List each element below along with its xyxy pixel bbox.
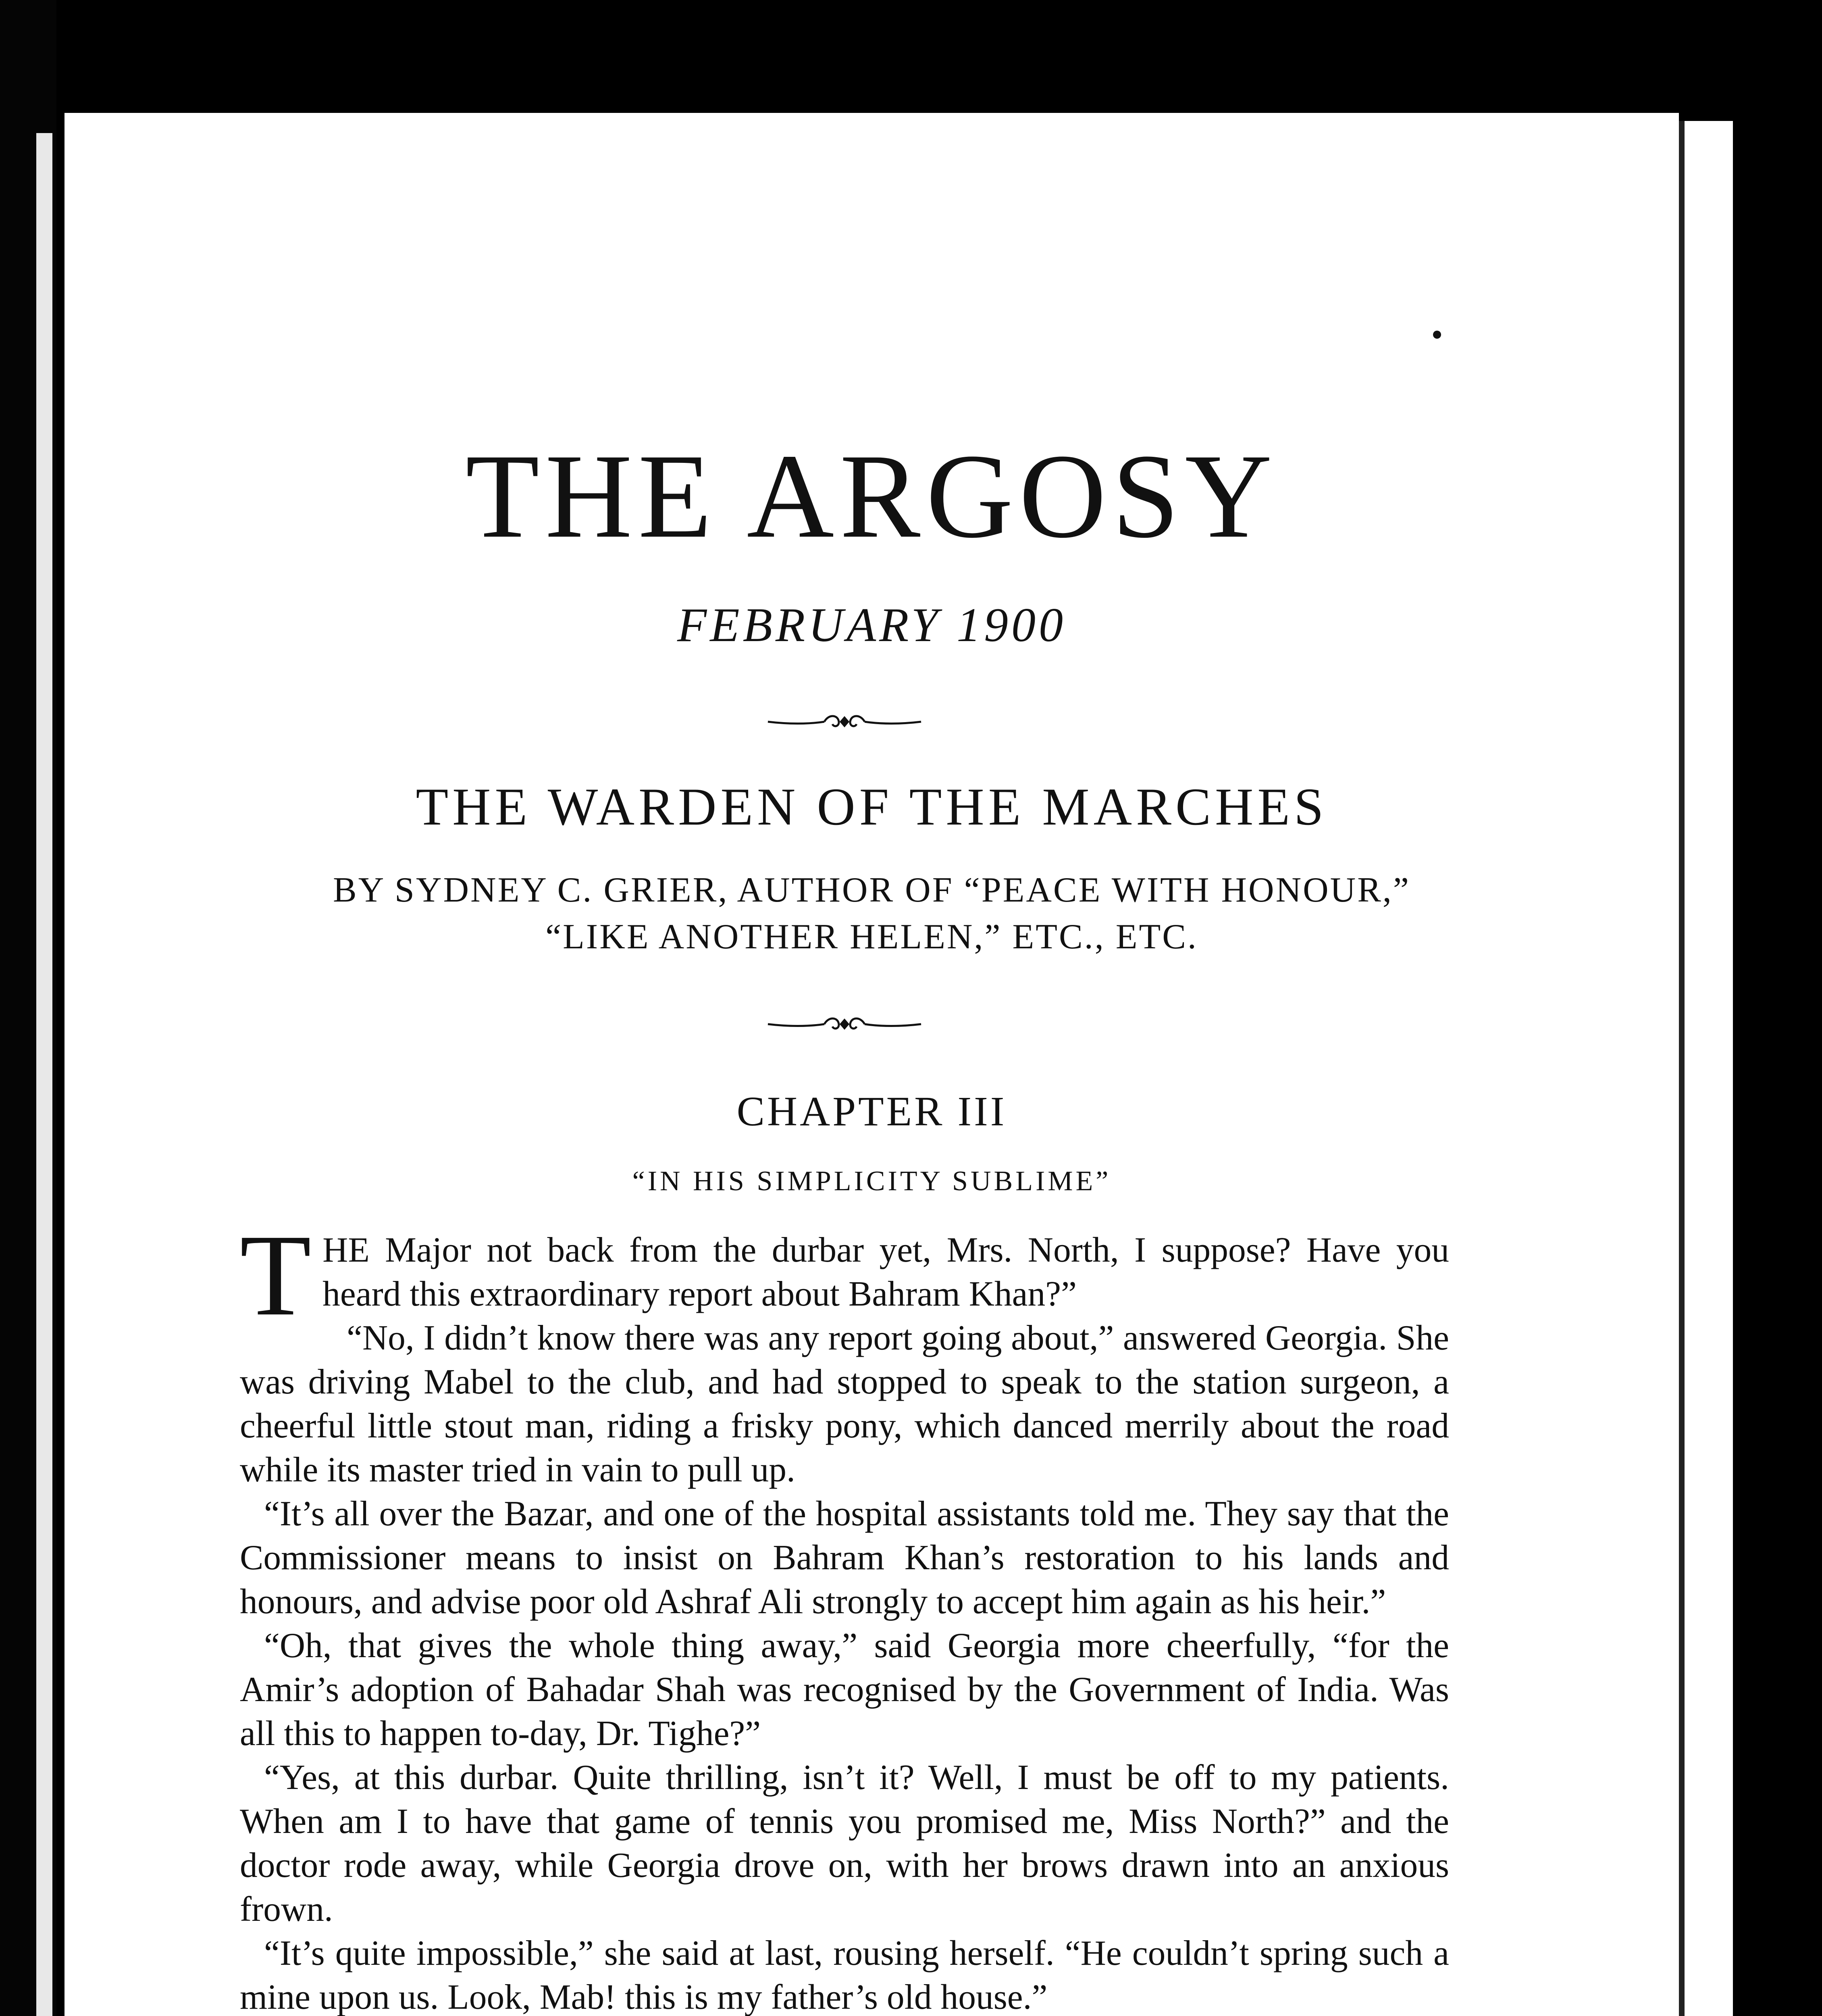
byline xyxy=(64,867,1679,960)
facing-page-strip xyxy=(36,133,52,2016)
ornament-divider-icon xyxy=(764,710,925,734)
ink-speck xyxy=(1433,331,1441,339)
byline-line-2: “LIKE ANOTHER HELEN,” ETC., ETC. xyxy=(545,917,1198,956)
paragraph: “No, I didn’t know there was any report going about,” answered Georgia. She was driving Mabel to the club, and had stopped to speak to the station surgeon, a cheerful little stout man, riding a frisky pony, which danced merrily about the road while its master tried in vain to pull up. xyxy=(240,1318,1449,1489)
byline-line-1: BY SYDNEY C. GRIER, AUTHOR OF “PEACE WITH HONOUR,” xyxy=(333,871,1410,910)
story-title: THE WARDEN OF THE MARCHES xyxy=(416,777,1328,836)
paragraph: “It’s quite impossible,” she said at last, rousing herself. “He couldn’t spring such a mine upon us. Look, Mab! this is my father’s old house.” xyxy=(240,1933,1449,2016)
paragraph: “It’s all over the Bazar, and one of the hospital assistants told me. They say that the Commissioner means to insist on Bahram Khan’s restoration to his lands and honours, and advise poor old Ashraf Ali strongly to accept him again as his heir.” xyxy=(240,1494,1449,1621)
chapter-heading: CHAPTER III xyxy=(736,1088,1007,1135)
ornament-divider-icon xyxy=(764,1012,925,1036)
paragraph xyxy=(240,1210,1449,1340)
chapter-subtitle: “IN HIS SIMPLICITY SUBLIME” xyxy=(632,1166,1111,1197)
paragraph: “Oh, that gives the whole thing away,” said Georgia more cheerfully, “for the Amir’s adoption of Bahadar Shah was recognised by the Government of India. Was all this to happen to-day, Dr. Tighe?” xyxy=(240,1626,1449,1753)
page-stack-edge xyxy=(1679,121,1733,2016)
chapter-body xyxy=(240,1210,1449,2016)
drop-cap: T xyxy=(240,1210,312,1340)
issue-date: FEBRUARY 1900 xyxy=(677,598,1067,652)
magazine-title: THE ARGOSY xyxy=(465,429,1278,563)
paragraph-text: HE Major not back from the durbar yet, Mrs. North, I suppose? Have you heard this extraordinary report about Bahram Khan?” xyxy=(322,1230,1449,1313)
paragraph: “Yes, at this durbar. Quite thrilling, isn’t it? Well, I must be off to my patients. When am I to have that game of tennis you promised me, Miss North?” and the doctor rode away, while Georgia drove on, with her brows drawn into an anxious frown. xyxy=(240,1758,1449,1929)
